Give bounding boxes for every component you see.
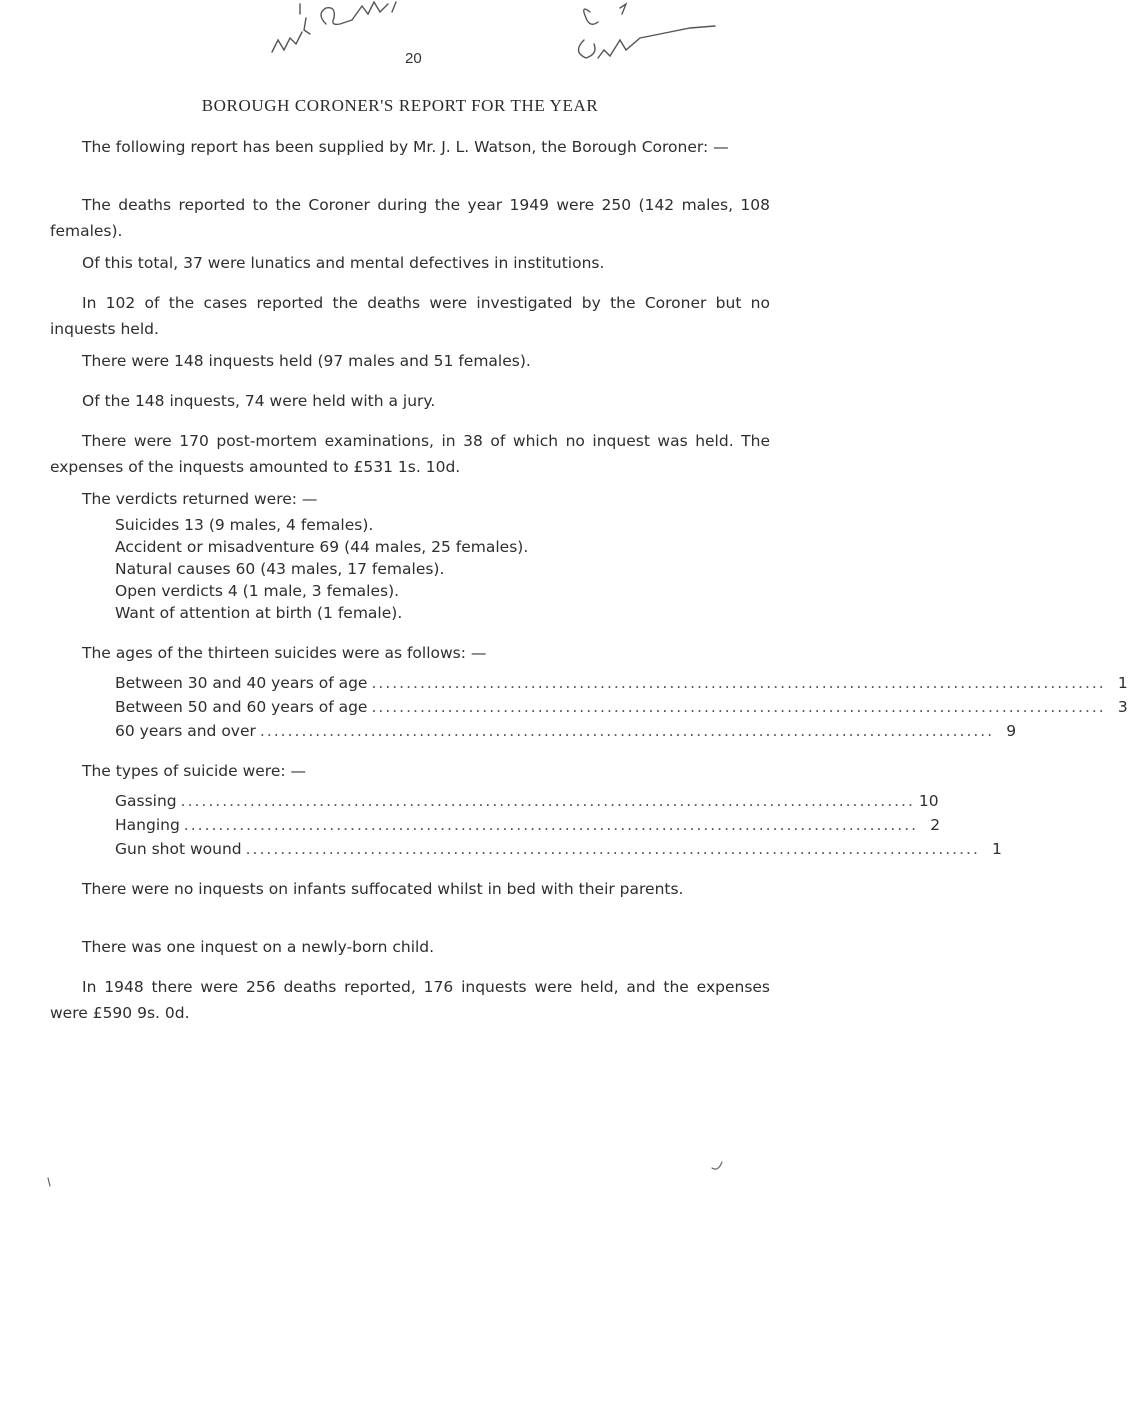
verdict-item: Open verdicts 4 (1 male, 3 females). <box>115 582 400 600</box>
age-row-label: 60 years and over <box>115 722 256 740</box>
ages-heading: The ages of the thirteen suicides were as follows: — <box>82 644 487 662</box>
paragraph-intro: The following report has been supplied by Mr. J. L. Watson, the Borough Coroner: — <box>82 138 729 156</box>
verdict-item: Accident or misadventure 69 (44 males, 25 females). <box>115 538 529 556</box>
dot-leader: .......................................................................................................... <box>180 792 915 810</box>
dot-leader: .......................................................................................................... <box>183 816 919 834</box>
type-row-label: Gun shot wound <box>115 840 242 858</box>
paragraph-deaths-reported: The deaths reported to the Coroner during the year 1949 were 250 (142 males, 108 females). <box>50 196 770 240</box>
handwritten-marks <box>0 0 800 80</box>
type-row-value: 1 <box>992 840 1002 858</box>
report-title: BOROUGH CORONER'S REPORT FOR THE YEAR <box>201 96 599 115</box>
paragraph-infants: There were no inquests on infants suffocated whilst in bed with their parents. <box>82 880 684 898</box>
age-row <box>115 720 1017 742</box>
paragraph-investigated: In 102 of the cases reported the deaths were investigated by the Coroner but no inquests held. <box>50 294 770 338</box>
type-row <box>115 814 941 836</box>
dot-leader: .......................................................................................................... <box>259 722 995 740</box>
age-row <box>115 696 1128 718</box>
type-row-value: 2 <box>930 816 941 834</box>
paragraph-post-mortem: There were 170 post-mortem examinations, in 38 of which no inquest was held. The expenses of the inquests amounted to £531 1s. 10d. <box>50 432 770 476</box>
paragraph-jury: Of the 148 inquests, 74 were held with a jury. <box>82 392 436 410</box>
types-heading: The types of suicide were: — <box>82 762 307 780</box>
page-number: 20 <box>405 50 422 67</box>
stray-marks <box>0 1140 800 1200</box>
dot-leader: .......................................................................................................... <box>371 698 1106 716</box>
type-row-label: Gassing <box>115 792 177 810</box>
verdicts-heading: The verdicts returned were: — <box>82 490 318 508</box>
dot-leader: .......................................................................................................... <box>245 840 980 858</box>
verdict-item: Suicides 13 (9 males, 4 females). <box>115 516 374 534</box>
paragraph-previous-year: In 1948 there were 256 deaths reported, 176 inquests were held, and the expenses were £590 9s. 0d. <box>50 978 770 1022</box>
age-row-label: Between 50 and 60 years of age <box>115 698 368 716</box>
type-row <box>115 790 939 812</box>
type-row-label: Hanging <box>115 816 180 834</box>
type-row <box>115 838 1002 860</box>
type-row-value: 10 <box>918 792 939 810</box>
age-row-label: Between 30 and 40 years of age <box>115 674 368 692</box>
paragraph-inquests-held: There were 148 inquests held (97 males and 51 females). <box>82 352 531 370</box>
age-row-value: 1 <box>1117 674 1128 692</box>
age-row-value: 3 <box>1117 698 1128 716</box>
age-row-value: 9 <box>1006 722 1017 740</box>
paragraph-lunatics: Of this total, 37 were lunatics and mental defectives in institutions. <box>82 254 605 272</box>
paragraph-newborn: There was one inquest on a newly-born child. <box>82 938 435 956</box>
age-row <box>115 672 1128 694</box>
verdict-item: Natural causes 60 (43 males, 17 females). <box>115 560 445 578</box>
dot-leader: .......................................................................................................... <box>371 674 1106 692</box>
verdict-item: Want of attention at birth (1 female). <box>115 604 403 622</box>
